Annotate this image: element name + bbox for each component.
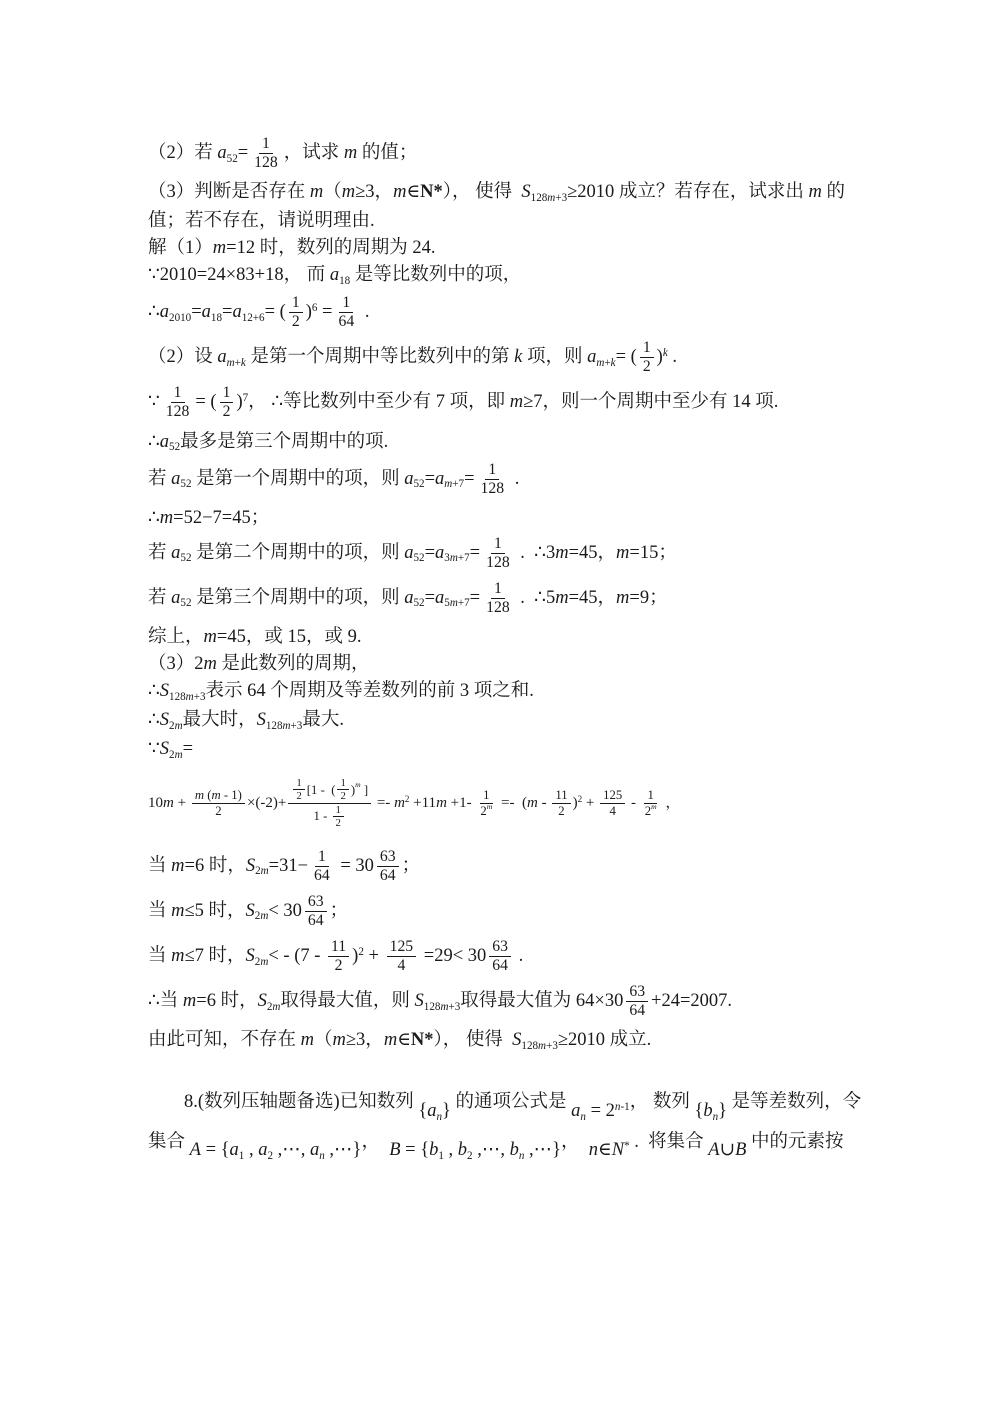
- fraction: m ( m - 1) 2: [192, 788, 245, 818]
- fraction: $\frac{11}{2}$: [328, 938, 349, 975]
- line-128-eq: ∵ $\frac{1}{128}$ = ( $\frac{1}{2}$ )$^7$， ∴等比数列中至少有 7 项，即 m≥7，则一个周期中至少有 14 项.: [148, 384, 779, 421]
- line-q8-sets: 集合 A = { a 1 , a 2 ,⋯, a n ,⋯} ， B = { b 1 , b 2 ,⋯, b n ,⋯} ， n ∈ N * . 将集合 A ∪ B 中的元素按: [148, 1132, 844, 1163]
- line-a52-at-most: $\therefore a_{52}$最多是第三个周期中的项.: [148, 431, 389, 454]
- line-m6: 当 m=6 时，$S_{2m}=31-$ $\frac{1}{64}$ = 30 $\frac{63}{64}$ ；: [148, 847, 421, 884]
- fraction: $\frac{1}{128}$: [486, 579, 510, 616]
- line-3-period: （3）2m 是此数列的周期，: [148, 653, 370, 674]
- line-summary: 综上，m=45，或 15，或 9.: [148, 626, 362, 647]
- fraction: $\frac{1}{64}$: [314, 847, 330, 884]
- fraction: $\frac{125}{4}$: [387, 938, 417, 975]
- fraction: $\frac{63}{64}$: [626, 983, 648, 1020]
- line-q3-a: （3）判断是否存在 m（m≥3，m∈N*）， 使得 $S_{128m+3}\ge 2010$ 成立？若存在，试求出 m 的: [148, 182, 846, 204]
- line-max-value: ∴当 m=6 时，$S_{2m}$取得最大值，则 $S_{128m+3}$取得最大值为 64×30 $\frac{63}{64}$ +24=2007.: [148, 983, 733, 1020]
- line-s2m-eq: $\because S_{2m}=$: [148, 738, 194, 761]
- fraction: $\frac{63}{64}$: [377, 848, 399, 885]
- line-conclusion: 由此可知，不存在 m（m≥3，m∈N*）， 使得 $S_{128m+3}\ge 2010$ 成立.: [148, 1030, 652, 1053]
- fraction: $\frac{11}{2}$: [552, 788, 570, 818]
- fraction: $\frac{1}{2}$: [289, 294, 303, 331]
- fraction: $\frac{63}{64}$: [305, 893, 327, 930]
- line-m-45: ∴m=52−7=45；: [148, 507, 270, 528]
- fraction: $\frac{1}{2}$ [1 - ( $\frac{1}{2}$ ) m ] 1 - $\frac{1}{2}$: [288, 777, 371, 830]
- line-sol-1-period: 解（1）m=12 时，数列的周期为 24.: [148, 238, 436, 259]
- line-s2m-max: $\therefore S_{2m}$最大时，$S_{128m+3}$最大.: [148, 709, 344, 732]
- line-s128-meaning: $\therefore S_{128m+3}$表示 64 个周期及等差数列的前 3 项之和.: [148, 680, 534, 703]
- fraction: 1 2 m: [644, 788, 657, 818]
- line-third-cycle: 若 $a_{52}$ 是第三个周期中的项，则 $a_{52}=a_{5m+7}=$ $\frac{1}{128}$ . ∴5m=45，m=9；: [148, 579, 668, 616]
- line-q2: （2）若 $a_{52}=$ $\frac{1}{128}$ ，试求 m 的值；: [148, 135, 418, 172]
- line-first-cycle: 若 $a_{52}$ 是第一个周期中的项，则 $a_{52}=a_{m+7}=$ $\frac{1}{128}$ .: [148, 460, 520, 497]
- line-m-le-7: 当 m≤7 时，$S_{2m}< - (7$ - $\frac{11}{2}$ )$^2$ + $\frac{125}{4}$ =29< 30 $\frac{63}{64}$ .: [148, 938, 524, 975]
- fraction: 1 2 m: [480, 788, 493, 818]
- line-2010-decomp: ∵2010=24×83+18， 而 $a_{18}$ 是等比数列中的项，: [148, 265, 522, 287]
- fraction: $\frac{1}{2}$: [220, 384, 234, 421]
- fraction: $\frac{125}{4}$: [600, 788, 625, 818]
- line-big-formula: 10m + m ( m - 1) 2 ×(-2)+ $\frac{1}{2}$ [1 - ( $\frac{1}{2}$ ) m ] 1 - $\frac{1}{2}$ =- $m^2 +11m +1-$ 1 2 m =- (m - $\frac{11}{2}$ )$^2$ + $\frac{125}{4}$ - 1 2 m ，: [148, 776, 681, 830]
- line-2-setup: （2）设 $a_{m+k}$ 是第一个周期中等比数列中的第 k 项，则 $a_{m+k}=$ ( $\frac{1}{2}$ )$^k$ .: [148, 339, 678, 376]
- line-a2010-value: $\therefore a_{2010}=a_{18}=a_{12+6}=$ ( $\frac{1}{2}$ )$^6$ = $\frac{1}{64}$ .: [148, 294, 370, 331]
- fraction: $\frac{1}{2}$: [333, 804, 344, 830]
- fraction: $\frac{1}{128}$: [486, 534, 510, 571]
- line-q8-intro: 8.(数列压轴题备选)已知数列 { a n } 的通项公式是 a n = 2 n-1 ， 数列 { b n } 是等差数列，令: [184, 1092, 862, 1124]
- fraction: $\frac{1}{128}$: [165, 384, 190, 421]
- line-second-cycle: 若 $a_{52}$ 是第二个周期中的项，则 $a_{52}=a_{3m+7}=$ $\frac{1}{128}$ . ∴3m=45，m=15；: [148, 534, 677, 571]
- line-m-le-5: 当 m≤5 时，$S_{2m}< 30$ $\frac{63}{64}$ ；: [148, 892, 349, 929]
- fraction: $\frac{1}{2}$: [337, 777, 348, 803]
- fraction: $\frac{1}{64}$: [338, 294, 355, 331]
- fraction: $\frac{1}{128}$: [480, 460, 505, 497]
- fraction: $\frac{1}{2}$: [293, 777, 304, 803]
- fraction: $\frac{1}{128}$: [254, 135, 278, 172]
- line-q3-b: 值；若不存在，请说明理由.: [148, 211, 375, 232]
- fraction: $\frac{63}{64}$: [489, 938, 511, 975]
- fraction: $\frac{1}{2}$: [640, 339, 654, 376]
